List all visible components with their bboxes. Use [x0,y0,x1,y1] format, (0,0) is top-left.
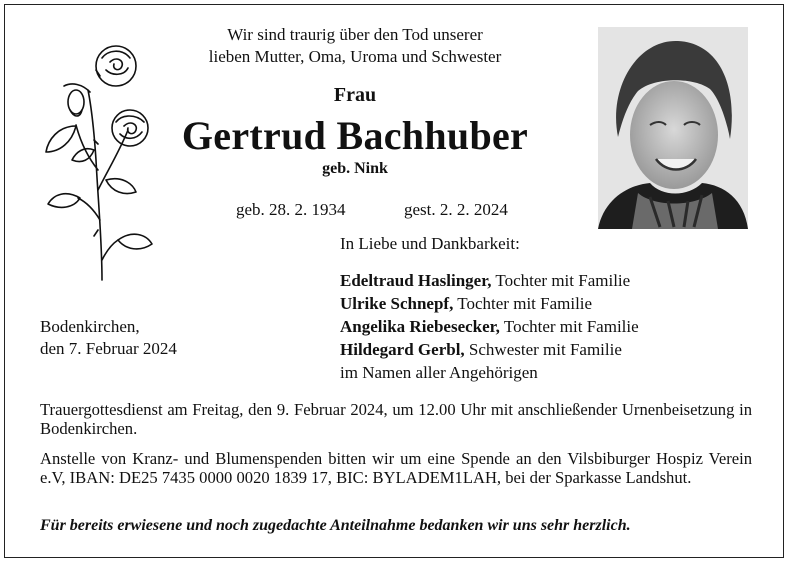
maiden-name: geb. Nink [322,160,388,177]
mourner-row [340,338,622,361]
rose-branch-icon [36,30,166,290]
mourner-name: Angelika Riebesecker, [340,317,500,336]
salutation: Frau [333,84,377,106]
mourner-name: Edeltraud Haslinger, [340,271,492,290]
portrait-photo [598,27,748,229]
service-paragraph: Trauergottesdienst am Freitag, den 9. Februar 2024, um 12.00 Uhr mit anschließender Urnenbeisetzung in Bodenkirchen. [40,400,752,438]
mourner-name: Hildegard Gerbl, [340,340,465,359]
mourner-relation: Tochter mit Familie [457,294,593,313]
place: Bodenkirchen, [40,317,140,336]
mourners-closing: im Namen aller Angehörigen [340,363,538,382]
donation-paragraph: Anstelle von Kranz- und Blumenspenden bitten wir um eine Spende an den Vilsbiburger Hospiz Verein e.V, IBAN: DE25 7435 0000 0020 1839 17, BIC: BYLADEM1LAH, bei der Sparkasse Landshut. [40,449,752,487]
birth-date: geb. 28. 2. 1934 [236,200,346,219]
mourner-relation: Tochter mit Familie [503,317,639,336]
place-date: den 7. Februar 2024 [40,339,177,358]
closing-line: Für bereits erwiesene und noch zugedachte Anteilnahme bedanken wir uns sehr herzlich. [40,517,631,534]
mourner-row [340,315,639,338]
intro-line-2: lieben Mutter, Oma, Uroma und Schwester [208,47,502,66]
deceased-name: Gertrud Bachhuber [181,113,529,158]
mourner-relation: Tochter mit Familie [495,271,631,290]
death-date: gest. 2. 2. 2024 [404,200,508,219]
intro-line-1: Wir sind traurig über den Tod unserer [227,25,483,44]
mourner-relation: Schwester mit Familie [468,340,622,359]
gratitude-line: In Liebe und Dankbarkeit: [340,234,520,253]
mourner-row [340,292,592,315]
mourner-row [340,269,630,292]
mourner-name: Ulrike Schnepf, [340,294,454,313]
